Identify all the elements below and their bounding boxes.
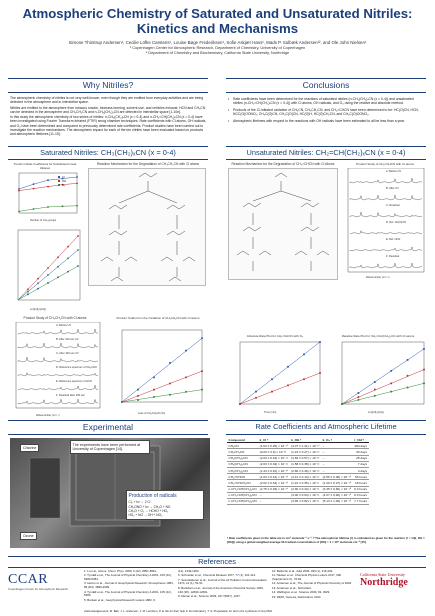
mechanism-drawing bbox=[89, 169, 207, 287]
data-point bbox=[374, 395, 376, 397]
value-cell: – bbox=[258, 498, 289, 504]
molecule-skeleton bbox=[259, 251, 271, 255]
value-cell: (4.07 ± 0.92) × 10⁻¹⁸ bbox=[322, 493, 352, 498]
saturated-kinetics-plot bbox=[10, 228, 82, 308]
unsaturated-mechanism-diagram bbox=[228, 168, 338, 280]
value-cell: (3.35 ± 0.60) × 10⁻¹⁸ bbox=[322, 487, 352, 492]
data-point bbox=[407, 386, 409, 388]
trend-point bbox=[47, 206, 49, 208]
kinetics-point bbox=[37, 282, 39, 284]
experimental-top-rule bbox=[8, 420, 208, 421]
unsaturated-title: Unsaturated Nitriles: CH₂=CH(CH₂)ₓCN (x = 0-4) bbox=[246, 148, 406, 157]
value-cell: (4.12 ± 0.10) × 10⁻¹² bbox=[291, 474, 320, 479]
reaction-oh-3: HO₂ + NO → OH + NO₂ bbox=[128, 513, 163, 518]
reaction-arrow bbox=[281, 191, 311, 201]
data-point bbox=[423, 382, 425, 384]
value-cell: – bbox=[321, 455, 352, 461]
value-cell: (3.96 ± 0.82) × 10⁻¹¹ bbox=[291, 499, 320, 504]
kinetics-point bbox=[47, 282, 49, 284]
data-point bbox=[169, 382, 171, 384]
relative-rate-chart bbox=[332, 340, 426, 412]
compound-cell: CH₃(CH₂)₄CN bbox=[227, 467, 258, 473]
poster-title bbox=[0, 6, 435, 36]
why-title: Why Nitriles? bbox=[82, 80, 134, 90]
spectrum-label: C: Residual bbox=[386, 204, 400, 207]
experimental-callout: The experiments have been performed at University of Copenhagen [14]. bbox=[70, 440, 150, 454]
molecule-skeleton bbox=[161, 257, 173, 261]
ccar-logo bbox=[8, 572, 80, 610]
unsaturated-spectra-labels bbox=[344, 168, 426, 272]
saturated-top-rule bbox=[8, 146, 208, 147]
value-cell: (2.86 ± 0.46) × 10⁻¹² bbox=[291, 468, 320, 473]
value-cell: (4.66 ± 0.57) × 10⁻¹³ bbox=[291, 456, 320, 461]
conclusion-item: • Products of the Cl-initiated oxidation of CH₃CN, CH₃CH₂CN, and CH₂=CHCN have been determined to be: HC(O)CN, HCN, NCC(O)OONO₂, CH₃C(O)CN, CH₃C(O)CN, HC(O)H, HC(O)CH₂CN, and CH₃C(O)OONO₂. bbox=[228, 108, 424, 116]
value-cell: 4 days bbox=[353, 467, 369, 473]
acknowledgements: Acknowledgements: M. Bøk, J. L. Andersen, J. M. Lendrum, P. E. Ek for their help in the laboratory. T. S. Preparation for aid in the synthesis of CH₂ONO. bbox=[84, 609, 273, 613]
value-cell: (1.03 ± 0.12) × 10⁻¹⁰ bbox=[259, 474, 289, 479]
data-point bbox=[201, 389, 203, 391]
spectrum-label: B: After 100 sec UV bbox=[56, 338, 79, 341]
rate-coefficient-table bbox=[227, 437, 369, 505]
molecule-skeleton bbox=[125, 257, 137, 261]
value-cell: – bbox=[258, 492, 289, 498]
reference-item: 9: Altman et al., Science 2009, 327 (5967), 1237. bbox=[178, 593, 241, 598]
value-cell: 7.7 hours bbox=[354, 499, 368, 504]
saturated-mechanism-diagram bbox=[88, 168, 206, 286]
compound-cell: n-CH₂=CH(CH₂)₂CN bbox=[228, 487, 257, 492]
conclusions-top-rule bbox=[226, 78, 426, 79]
trend-point bbox=[33, 183, 35, 185]
compound-cell: CH₃CN bbox=[227, 443, 258, 449]
saturated-title: Saturated Nitriles: CH₃(CH₂)ₓCN (x = 0-4) bbox=[40, 148, 176, 157]
data-point bbox=[287, 366, 289, 368]
spectrum-label: B: After UV bbox=[386, 187, 399, 190]
data-point bbox=[169, 394, 171, 396]
affiliation-2: ² Department of Chemistry and Biochemistry, California State University, Northridge bbox=[145, 49, 290, 55]
spectrum-label: F: Residual after 250 sec bbox=[56, 394, 85, 397]
molecule-skeleton bbox=[169, 277, 181, 281]
data-point bbox=[341, 403, 343, 405]
reaction-oh-1: CH₃ONO + hν → CH₃O + NO bbox=[128, 504, 171, 509]
column-header: τ_OH ᵇ bbox=[353, 437, 369, 443]
spectrum-label: E: Ref. HCN bbox=[386, 238, 401, 241]
kinetics-point bbox=[57, 256, 59, 258]
relative-plot-area bbox=[342, 342, 424, 404]
data-point bbox=[201, 337, 203, 339]
reaction-oh-2: CH₃O + O₂ → HCHO + HO₂ bbox=[128, 508, 169, 513]
conclusions-title: Conclusions bbox=[302, 80, 350, 90]
conclusions-bottom-rule bbox=[226, 92, 426, 93]
spectrum-label: A: Before UV bbox=[386, 170, 402, 173]
saturated-bottom-rule bbox=[8, 159, 208, 160]
reference-item: 6: Schneider et al., Chemical Reviews 1977, 77 (1), 101-114. bbox=[178, 573, 256, 578]
radical-production-title: Production of radicals bbox=[128, 492, 177, 499]
references-col-2 bbox=[178, 570, 268, 599]
kinetics-point bbox=[37, 278, 39, 280]
relative-rate-title: Relative Rate Plot for CH₂=CH(CH₂)₂CN with Cl atoms bbox=[341, 334, 415, 338]
spectrum-label: F: Residual bbox=[386, 255, 400, 258]
why-paragraph: Nitriles are emitted to the atmosphere from tobacco smoke, biomass burning, solvent use, and vehicles exhaust. HCN and CH₃CN can be detected in the atmosphere and CH₃CH₂CN and n-CH₃(CH₂)₂CN are detected in interstellar space [1-10e]. bbox=[10, 105, 206, 114]
rates-footnote: ᵃ Rate coefficients given in the table are in cm³ molecule⁻¹ s⁻¹. ᵇ The atmospheric lifetime (τ) is estimated as given for the reaction (τ = 1/(k_OH × [OH])) using a global weighted average OH radical concentration of [OH] = 1 × 10⁶ molecule cm⁻³ [15]. bbox=[227, 536, 425, 544]
absolute-rate-title: Absolute Rate Plot for CH₂=CHCN with O₃ bbox=[246, 334, 304, 338]
affiliation-1: ¹ Copenhagen Center for Atmospheric Research, Department of Chemistry, University of Copenhagen bbox=[129, 45, 306, 50]
title-line-2: Kinetics and Mechanisms bbox=[136, 21, 299, 36]
trend-point bbox=[18, 190, 20, 192]
value-cell: 9.3 hours bbox=[354, 493, 368, 498]
data-point bbox=[319, 372, 321, 374]
data-point bbox=[255, 397, 257, 399]
data-point bbox=[390, 382, 392, 384]
data-point bbox=[390, 370, 392, 372]
reference-item: 13: Andersen et al., Submitted. bbox=[272, 585, 312, 590]
absolute-rate-xlabel: Time (min) bbox=[264, 411, 277, 414]
relative-rate-xlabel: Ln([ref]₀/[ref]ₜ) bbox=[368, 411, 385, 414]
rates-top-rule bbox=[226, 420, 426, 421]
data-point bbox=[390, 391, 392, 393]
kinetics-point bbox=[77, 265, 79, 267]
value-cell: 18 hours bbox=[353, 480, 369, 486]
trend-point bbox=[62, 205, 64, 207]
molecule-skeleton bbox=[167, 205, 185, 209]
kinetics-point bbox=[37, 288, 39, 290]
value-cell: (2.02 ± 0.54) × 10⁻¹⁰ bbox=[259, 480, 289, 485]
molecule-skeleton bbox=[301, 203, 319, 207]
ozone-label: Ozone bbox=[20, 532, 37, 540]
data-point bbox=[137, 399, 139, 401]
data-point bbox=[153, 376, 155, 378]
reference-item: 4: Tyndall et al., The Journal of Physical Chemistry A 2001, 105 (22), 5380. bbox=[84, 589, 172, 598]
csun-logo-line-1: California State University bbox=[360, 572, 406, 577]
references-bottom-rule bbox=[8, 567, 426, 568]
trend-point bbox=[18, 211, 20, 213]
molecule-skeleton bbox=[275, 173, 287, 177]
radical-production-box bbox=[126, 490, 204, 520]
why-paragraph: The atmospheric chemistry of nitriles is not very well-known, even though they are emitted from everyday activities and are being detected in the atmosphere and in interstellar space. bbox=[10, 96, 204, 105]
molecule-skeleton bbox=[111, 277, 123, 281]
chlorine-label: Chlorine bbox=[20, 444, 39, 452]
spectrum-label: E: Reference spectrum of HCN bbox=[56, 380, 92, 383]
title-line-1: Atmospheric Chemistry of Saturated and Unsaturated Nitriles: bbox=[22, 6, 413, 21]
legend-swatch bbox=[58, 184, 60, 186]
value-cell: (1.24 ± 0.27) × 10⁻¹³ bbox=[291, 449, 320, 454]
spectrum-label: D: Reference spectrum of CH₃CHO bbox=[56, 366, 97, 369]
reaction-cl: Cl₂ + hν → 2 Cl bbox=[128, 499, 151, 504]
value-cell: – bbox=[321, 449, 352, 455]
trends-chart bbox=[10, 170, 80, 220]
compound-cell: CH₃(CH₂)₃CN bbox=[227, 461, 258, 467]
reference-item: 5: Bunkan et al., Geophysical Research Letters 1982, 9. bbox=[84, 597, 156, 602]
data-point bbox=[271, 378, 273, 380]
trend-point bbox=[18, 188, 20, 190]
kinetics-point bbox=[57, 266, 59, 268]
trend-point bbox=[33, 188, 35, 190]
conclusion-item: • Atmospheric lifetimes with respect to the reactions with OH radicals have been estimated to all be less than a year. bbox=[228, 119, 424, 123]
value-cell: 66 hours bbox=[353, 474, 369, 480]
references-title: References bbox=[198, 557, 236, 566]
compound-cell: n-CH₂=CH(CH₂)₃CN bbox=[228, 493, 257, 498]
data-point bbox=[185, 350, 187, 352]
molecule-skeleton bbox=[243, 227, 261, 231]
saturated-spectra-labels bbox=[10, 322, 102, 408]
data-point bbox=[374, 381, 376, 383]
value-cell: (1.20 ± 0.27) × 10⁻¹⁸ bbox=[322, 480, 352, 485]
kinetics-xlabel: Ln([ref]₀/[ref]ₜ) bbox=[30, 308, 47, 311]
reaction-arrow bbox=[119, 191, 148, 203]
reference-item: 12: Andersen et al., The Journal of Physical Chemistry A 2018. bbox=[272, 581, 352, 586]
reference-item: 8: Bunkham et al., Journal of the American Chemical Society 1945, 130 (38), 12600-12601. bbox=[178, 585, 264, 594]
kinetics-point bbox=[67, 246, 69, 248]
data-point bbox=[255, 391, 257, 393]
molecule-skeleton bbox=[101, 257, 113, 261]
spectrum-label: A: Before UV bbox=[56, 324, 72, 327]
molecule-skeleton bbox=[183, 257, 195, 261]
molecule-skeleton bbox=[167, 231, 185, 235]
reference-item: 11: Nielsen et al., Chemical Physics Letters 2017, 690 (Supplement C), 76-82. bbox=[272, 573, 342, 582]
value-cell: – bbox=[321, 461, 352, 467]
data-point bbox=[407, 375, 409, 377]
legend-label: O₃ bbox=[62, 183, 66, 187]
data-point bbox=[423, 348, 425, 350]
data-point bbox=[185, 391, 187, 393]
trend-point bbox=[76, 183, 78, 185]
csun-logo-line-2: Northridge bbox=[360, 577, 408, 588]
kinetics-point bbox=[27, 291, 29, 293]
unsaturated-bottom-rule bbox=[226, 159, 426, 160]
reference-item: 7: Seinnfelderen et al., Journal of the Air Pollution Control Association 1974, 21 (1), 51-51. bbox=[178, 577, 267, 586]
reference-item: 15: WMO, Geneva, Switzerland, 2014. bbox=[272, 594, 322, 599]
data-point bbox=[357, 392, 359, 394]
kinetics-point bbox=[77, 235, 79, 237]
experimental-bottom-rule bbox=[8, 434, 208, 435]
data-point bbox=[357, 399, 359, 401]
spectrum-label: D: Ref. HC(O)CN bbox=[386, 221, 407, 224]
rates-title: Rate Coefficients and Atmospheric Lifetime bbox=[255, 422, 397, 431]
data-point bbox=[407, 359, 409, 361]
reference-item: 3: Hamm et al., Journal of Geophysical Research: Atmospheres 1984, 89 (D3), 4899-4909. bbox=[84, 581, 174, 590]
data-point bbox=[287, 384, 289, 386]
saturated-spectra-title: Product Study of CH₃CH₂CN with Cl atoms bbox=[23, 316, 87, 320]
csun-logo bbox=[360, 572, 430, 588]
spectrum-label: C: After 100 sec UV bbox=[56, 352, 79, 355]
value-cell: – bbox=[321, 467, 352, 473]
value-cell: 9.3 hours bbox=[354, 487, 368, 492]
column-header: k_OH ᵃ bbox=[290, 437, 321, 443]
value-cell: (1.58 ± 0.38) × 10⁻¹² bbox=[291, 462, 320, 467]
trend-point bbox=[76, 176, 78, 178]
trends-chart-title: Trends in Rate Coefficients for Substituted Linear Alkanes bbox=[13, 162, 77, 170]
why-body bbox=[10, 96, 208, 137]
value-cell: 93 days bbox=[353, 449, 369, 455]
trend-point bbox=[47, 186, 49, 188]
legend-label: Cl bbox=[62, 175, 65, 179]
value-cell: (2.90 ± 0.44) × 10⁻¹¹ bbox=[291, 487, 320, 492]
value-cell: (4.07 ± 1.21) × 10⁻¹⁴ bbox=[291, 443, 320, 448]
value-cell: (9.20 ± 3.9) × 10⁻¹³ bbox=[258, 449, 289, 455]
ftir-unit bbox=[30, 458, 60, 518]
saturated-spectra-xlabel: Wavenumber (cm⁻¹) bbox=[36, 414, 60, 417]
kinetics-point bbox=[27, 288, 29, 290]
column-header: k_Cl ᵃ bbox=[258, 437, 289, 443]
kinetics-point bbox=[57, 276, 59, 278]
trends-xlabel: Number of CH₂ groups bbox=[30, 219, 57, 222]
value-cell: – bbox=[321, 443, 352, 449]
why-paragraph: In this study the atmospheric chemistry of two series of nitriles: n-CH₃(CH₂)ₓCN (x = 0-4) and n-CH₂=CH(CH₂)ₓCN (x = 0-4) have been investigated using Fourier Transform Infrared (FTIR) smog chamber techniques. Rate coefficients with Cl atoms, OH radicals, and O₃ have been determined and compared to previously determined rate coefficients. Product studies have been carried out to investigate the reaction mechanisms. The atmospheric impact for each of the ten nitriles have been evaluated based on products and atmospheric lifetimes [11-15]. bbox=[10, 115, 207, 136]
reaction-arrow bbox=[148, 191, 177, 203]
ccar-logo-text: CCAR bbox=[8, 572, 49, 587]
yield-plot-area bbox=[122, 330, 202, 402]
why-top-rule bbox=[8, 78, 208, 79]
column-header: Compound bbox=[227, 437, 258, 443]
data-point bbox=[121, 401, 123, 403]
conclusions-list bbox=[228, 97, 424, 126]
data-point bbox=[271, 391, 273, 393]
unsaturated-top-rule bbox=[226, 146, 426, 147]
ccar-logo-subtitle: Copenhagen Center for Atmospheric Research bbox=[8, 587, 69, 591]
reference-item: 1: Li et al., Atmos. Chem. Phys. 2009, 9 (22), 8951-8961. bbox=[84, 569, 157, 573]
unsaturated-spectra-title: Product Study of CH₂=CHCN with Cl atoms bbox=[356, 162, 414, 166]
value-cell: (2.03 ± 0.19) × 10⁻¹¹ bbox=[259, 456, 288, 461]
kinetics-point bbox=[67, 257, 69, 259]
experimental-title: Experimental bbox=[82, 422, 134, 432]
product-yield-title: Product Yields from the Oxidation of CH₃CH₂CN with Cl atoms bbox=[116, 316, 200, 320]
kinetics-point bbox=[67, 271, 69, 273]
rates-bottom-rule bbox=[226, 434, 426, 435]
reference-item: (12), 1349-1352. bbox=[178, 569, 200, 573]
value-cell: (1.91 ± 0.35) × 10⁻¹¹ bbox=[291, 480, 320, 485]
value-cell: 7 days bbox=[353, 461, 369, 467]
data-point bbox=[239, 403, 241, 405]
data-point bbox=[169, 362, 171, 364]
trend-point bbox=[76, 205, 78, 207]
reference-item: 2: Tyndall et al., The Journal of Physical Chemistry A 2001, 105 (22), 5380-5384. bbox=[84, 573, 172, 582]
legend-label: OH bbox=[62, 179, 67, 183]
molecule-skeleton bbox=[139, 173, 157, 177]
data-point bbox=[357, 396, 359, 398]
molecule-skeleton bbox=[109, 205, 127, 209]
value-cell: (2.03 ± 0.32) × 10⁻¹¹ bbox=[259, 462, 288, 467]
legend-swatch bbox=[58, 180, 60, 182]
compound-cell: CH₃(CH₂)₂CN bbox=[227, 455, 258, 461]
compound-cell: CH₂=CHCN bbox=[227, 474, 258, 480]
conclusion-item: • Rate coefficients have been determined for the reactions of saturated nitriles (n-CH₃(CH₂)ₓCN (x = 0-4)) and unsaturated nitriles (n-CH₂=CH(CH₂)ₓCN (x = 0-4)) with Cl atoms, OH radicals, and O₃ using the relative and absolute method. bbox=[228, 97, 424, 105]
data-point bbox=[319, 341, 321, 343]
value-cell: (5.13 ± 1.49) × 10⁻¹⁸ bbox=[322, 499, 352, 504]
value-cell: (2.55 ± 0.38) × 10⁻¹⁹ bbox=[322, 474, 352, 479]
product-yield-xlabel: Loss of CH₃CH₂CN (%) bbox=[138, 412, 166, 415]
table-row bbox=[227, 498, 369, 504]
compound-cell: n-CH₂=CH(CH₂)₄CN bbox=[228, 499, 257, 504]
value-cell: 25 days bbox=[353, 455, 369, 461]
value-cell: (2.75 ± 0.45) × 10⁻¹⁰ bbox=[259, 487, 289, 492]
absolute-rate-chart bbox=[230, 340, 322, 412]
trend-point bbox=[33, 208, 35, 210]
authors: Simone Thirstrup Andersen¹, Cecilie Löfke Carstens¹, Louise Bøge Frederiksen¹, Sofie Askjær Hass¹, Mads P. Sulbæk Andersen¹², and Ole John Nielsen¹ bbox=[68, 40, 367, 45]
references-col-1 bbox=[84, 570, 174, 603]
data-point bbox=[137, 389, 139, 391]
molecule-skeleton bbox=[295, 251, 307, 255]
compound-cell: CH₃CH₂CN bbox=[227, 449, 258, 455]
value-cell: (3.00 ± 0.64) × 10⁻¹¹ bbox=[291, 493, 320, 498]
reaction-arrow bbox=[253, 191, 281, 201]
value-cell: (1.04 ± 0.25) × 10⁻¹⁴ bbox=[259, 443, 289, 448]
references-col-3 bbox=[272, 570, 358, 600]
data-point bbox=[374, 389, 376, 391]
affiliations bbox=[0, 46, 435, 56]
data-point bbox=[153, 389, 155, 391]
molecule-skeleton bbox=[301, 227, 319, 231]
reference-item: 14: Wallington et al., Science 2009, 93, 3629. bbox=[272, 590, 331, 595]
trend-point bbox=[47, 179, 49, 181]
why-bottom-rule bbox=[8, 92, 208, 93]
molecule-skeleton bbox=[237, 251, 249, 255]
kinetics-point bbox=[47, 267, 49, 269]
kinetics-point bbox=[77, 249, 79, 251]
reference-item: 10: Belloche et al., A&A 2009, 499 (1), 215-232. bbox=[272, 569, 334, 573]
molecule-skeleton bbox=[109, 231, 127, 235]
data-point bbox=[303, 353, 305, 355]
product-yield-chart bbox=[112, 328, 206, 412]
unsaturated-mechanism-title: Reaction Mechanism for the Degradation of CH₂=CHCN with Cl Atoms bbox=[231, 162, 335, 166]
data-point bbox=[185, 376, 187, 378]
saturated-mechanism-title: Reaction Mechanism for the Degradation of CH₃CH₂CN with Cl atoms bbox=[96, 162, 200, 166]
compound-cell: CH₂=CHCH₂CN bbox=[227, 480, 258, 486]
data-point bbox=[137, 395, 139, 397]
molecule-skeleton bbox=[317, 251, 329, 255]
kinetics-point bbox=[47, 274, 49, 276]
column-header: k_O₃ ᵃ bbox=[321, 437, 352, 443]
value-cell: (1.34 ± 0.10) × 10⁻¹⁰ bbox=[259, 468, 289, 473]
kinetics-point bbox=[27, 293, 29, 295]
data-point bbox=[201, 370, 203, 372]
value-cell: 284 days bbox=[354, 443, 368, 448]
data-point bbox=[303, 378, 305, 380]
legend-swatch bbox=[58, 176, 60, 178]
data-point bbox=[153, 396, 155, 398]
unsaturated-mechanism-drawing bbox=[229, 169, 339, 281]
data-point bbox=[423, 369, 425, 371]
molecule-skeleton bbox=[243, 203, 261, 207]
unsaturated-spectra-xlabel: Wavenumber (cm⁻¹) bbox=[366, 276, 390, 279]
